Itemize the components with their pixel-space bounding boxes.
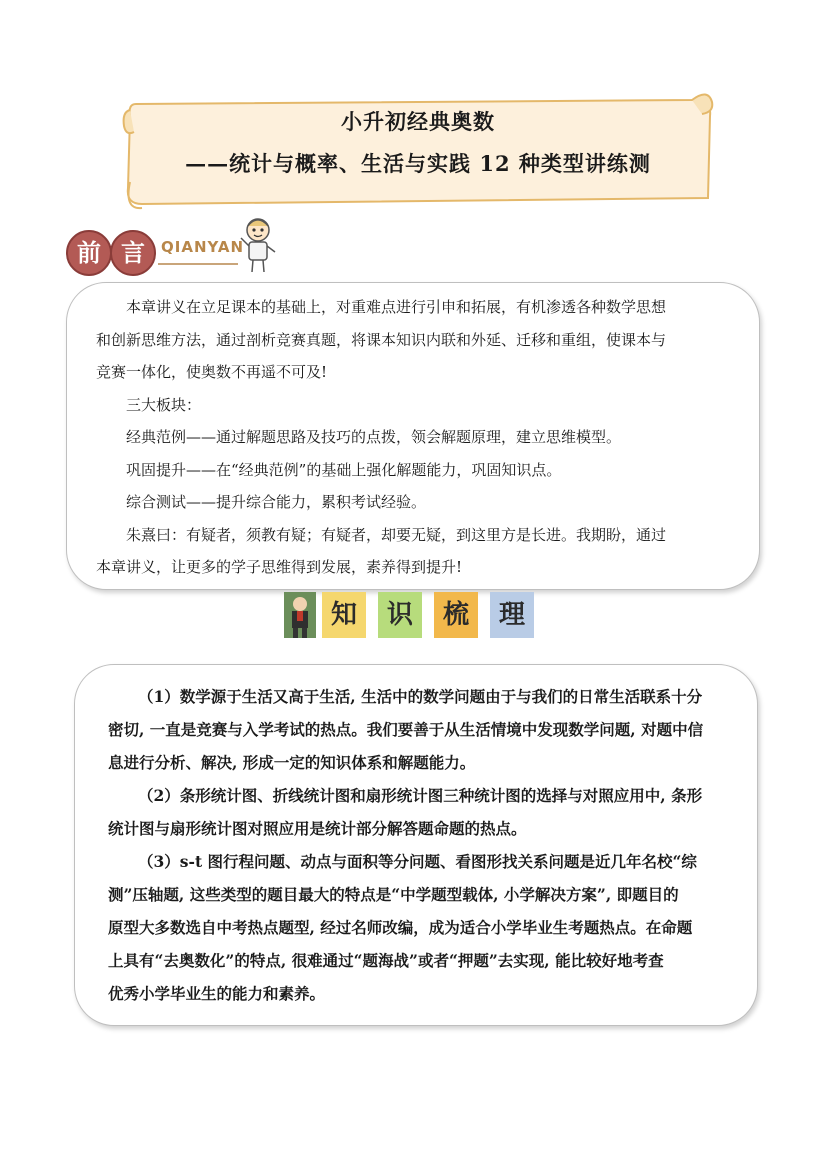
knowledge-line: （1）数学源于生活又高于生活, 生活中的数学问题由于与我们的日常生活联系十分 bbox=[138, 687, 703, 706]
teacher-icon bbox=[284, 592, 316, 638]
title-line-1: 小升初经典奥数 bbox=[341, 109, 495, 134]
knowledge-line: （2）条形统计图、折线统计图和扇形统计图三种统计图的选择与对照应用中, 条形 bbox=[138, 786, 703, 805]
preface-underline bbox=[158, 263, 238, 265]
knowledge-line: 优秀小学毕业生的能力和素养。 bbox=[108, 984, 326, 1003]
preface-line: 巩固提升——在“经典范例”的基础上强化解题能力，巩固知识点。 bbox=[126, 460, 562, 479]
preface-line: 经典范例——通过解题思路及技巧的点拨，领会解题原理，建立思维模型。 bbox=[126, 428, 622, 446]
title-line-2: ——统计与概率、生活与实践 12 种类型讲练测 bbox=[185, 151, 651, 176]
preface-line: 本章讲义在立足课本的基础上，对重难点进行引申和拓展，有机渗透各种数学思想 bbox=[126, 298, 667, 316]
knowledge-line: 测”压轴题, 这些类型的题目最大的特点是“中学题型载体, 小学解决方案”, 即题目的 bbox=[108, 885, 679, 904]
preface-pinyin: QIANYAN bbox=[161, 238, 245, 256]
preface-line: 和创新思维方法，通过剖析竞赛真题，将课本知识内联和外延、迁移和重组，使课本与 bbox=[96, 330, 667, 349]
knowledge-line: 密切, 一直是竞赛与入学考试的热点。我们要善于从生活情境中发现数学问题, 对题中信 bbox=[108, 720, 704, 739]
knowledge-char-zhi: 知 bbox=[322, 592, 366, 638]
preface-char-1: 前 bbox=[66, 230, 112, 276]
knowledge-char-shu: 梳 bbox=[434, 592, 478, 638]
preface-header bbox=[66, 228, 286, 276]
title-banner bbox=[122, 92, 714, 214]
preface-line: 三大板块： bbox=[126, 395, 202, 414]
knowledge-line: 上具有“去奥数化”的特点, 很难通过“题海战”或者“押题”去实现, 能比较好地考查 bbox=[108, 951, 664, 970]
preface-line: 本章讲义，让更多的学子思维得到发展，素养得到提升! bbox=[96, 558, 463, 576]
knowledge-line: 统计图与扇形统计图对照应用是统计部分解答题命题的热点。 bbox=[108, 819, 527, 838]
knowledge-line: 原型大多数选自中考热点题型, 经过名师改编，成为适合小学毕业生考题热点。在命题 bbox=[108, 918, 693, 937]
knowledge-char-shi: 识 bbox=[378, 592, 422, 638]
preface-line: 竞赛一体化，使奥数不再遥不可及! bbox=[96, 363, 328, 381]
cartoon-kid-icon bbox=[238, 216, 278, 274]
preface-text bbox=[96, 291, 736, 584]
preface-line: 综合测试——提升综合能力，累积考试经验。 bbox=[126, 493, 427, 511]
preface-line: 朱熹曰：有疑者，须教有疑；有疑者，却要无疑，到这里方是长进。我期盼，通过 bbox=[126, 525, 667, 544]
knowledge-char-li: 理 bbox=[490, 592, 534, 638]
knowledge-text bbox=[108, 680, 736, 1010]
knowledge-line: （3）s-t 图行程问题、动点与面积等分问题、看图形找关系问题是近几年名校“综 bbox=[138, 852, 697, 871]
preface-char-2: 言 bbox=[110, 230, 156, 276]
knowledge-line: 息进行分析、解决, 形成一定的知识体系和解题能力。 bbox=[108, 753, 476, 772]
